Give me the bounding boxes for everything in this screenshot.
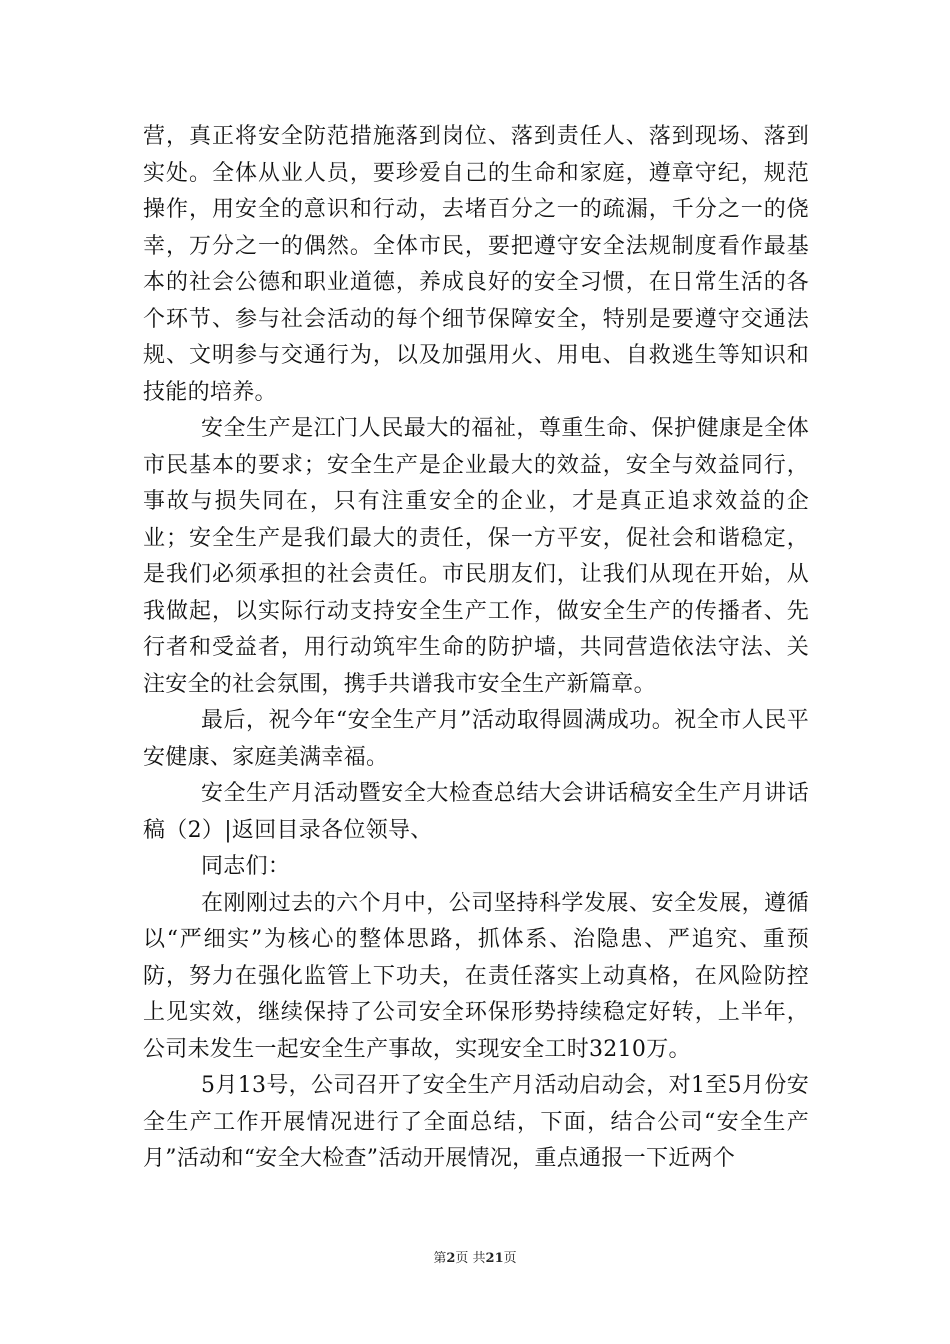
document-body xyxy=(143,119,809,1178)
footer-prefix: 第 xyxy=(433,1251,447,1266)
paragraph-7: 5月13号，公司召开了安全生产月活动启动会，对1至5月份安全生产工作开展情况进行了全面总结，下面，结合公司“安全生产月”活动和“安全大检查”活动开展情况，重点通报一下近两个 xyxy=(143,1073,809,1171)
paragraph-6: 在刚刚过去的六个月中，公司坚持科学发展、安全发展，遵循以“严细实”为核心的整体思路，抓体系、治隐患、严追究、重预防，努力在强化监管上下功夫，在责任落实上动真格，在风险防控上见实效，继续保持了公司安全环保形势持续稳定好转，上半年，公司未发生一起安全生产事故，实现安全工时3210万。 xyxy=(143,890,809,1062)
paragraph-3: 最后，祝今年“安全生产月”活动取得圆满成功。祝全市人民平安健康、家庭美满幸福。 xyxy=(143,708,809,770)
paragraph-5-salutation: 同志们： xyxy=(201,854,291,879)
footer-suffix: 页 xyxy=(503,1251,517,1266)
paragraph-4-speech-title: 安全生产月活动暨安全大检查总结大会讲话稿安全生产月讲话稿（2）|返回目录各位领导、 xyxy=(143,781,809,843)
footer-current-page: 2 xyxy=(446,1251,456,1266)
paragraph-2: 安全生产是江门人民最大的福祉，尊重生命、保护健康是全体市民基本的要求；安全生产是企业最大的效益，安全与效益同行，事故与损失同在，只有注重安全的企业，才是真正追求效益的企业；安全生产是我们最大的责任，保一方平安，促社会和谐稳定，是我们必须承担的社会责任。市民朋友们，让我们从现在开始，从我做起，以实际行动支持安全生产工作，做安全生产的传播者、先行者和受益者，用行动筑牢生命的防护墙，共同营造依法守法、关注安全的社会氛围，携手共谱我市安全生产新篇章。 xyxy=(143,416,809,697)
footer-middle: 页 共 xyxy=(455,1251,486,1266)
footer-total-pages: 21 xyxy=(485,1251,504,1266)
page-number-footer xyxy=(0,1251,950,1267)
paragraph-1: 营，真正将安全防范措施落到岗位、落到责任人、落到现场、落到实处。全体从业人员，要珍爱自己的生命和家庭，遵章守纪，规范操作，用安全的意识和行动，去堵百分之一的疏漏，千分之一的侥幸，万分之一的偶然。全体市民，要把遵守安全法规制度看作最基本的社会公德和职业道德，养成良好的安全习惯，在日常生活的各个环节、参与社会活动的每个细节保障安全，特别是要遵守交通法规、文明参与交通行为，以及加强用火、用电、自救逃生等知识和技能的培养。 xyxy=(143,124,809,405)
